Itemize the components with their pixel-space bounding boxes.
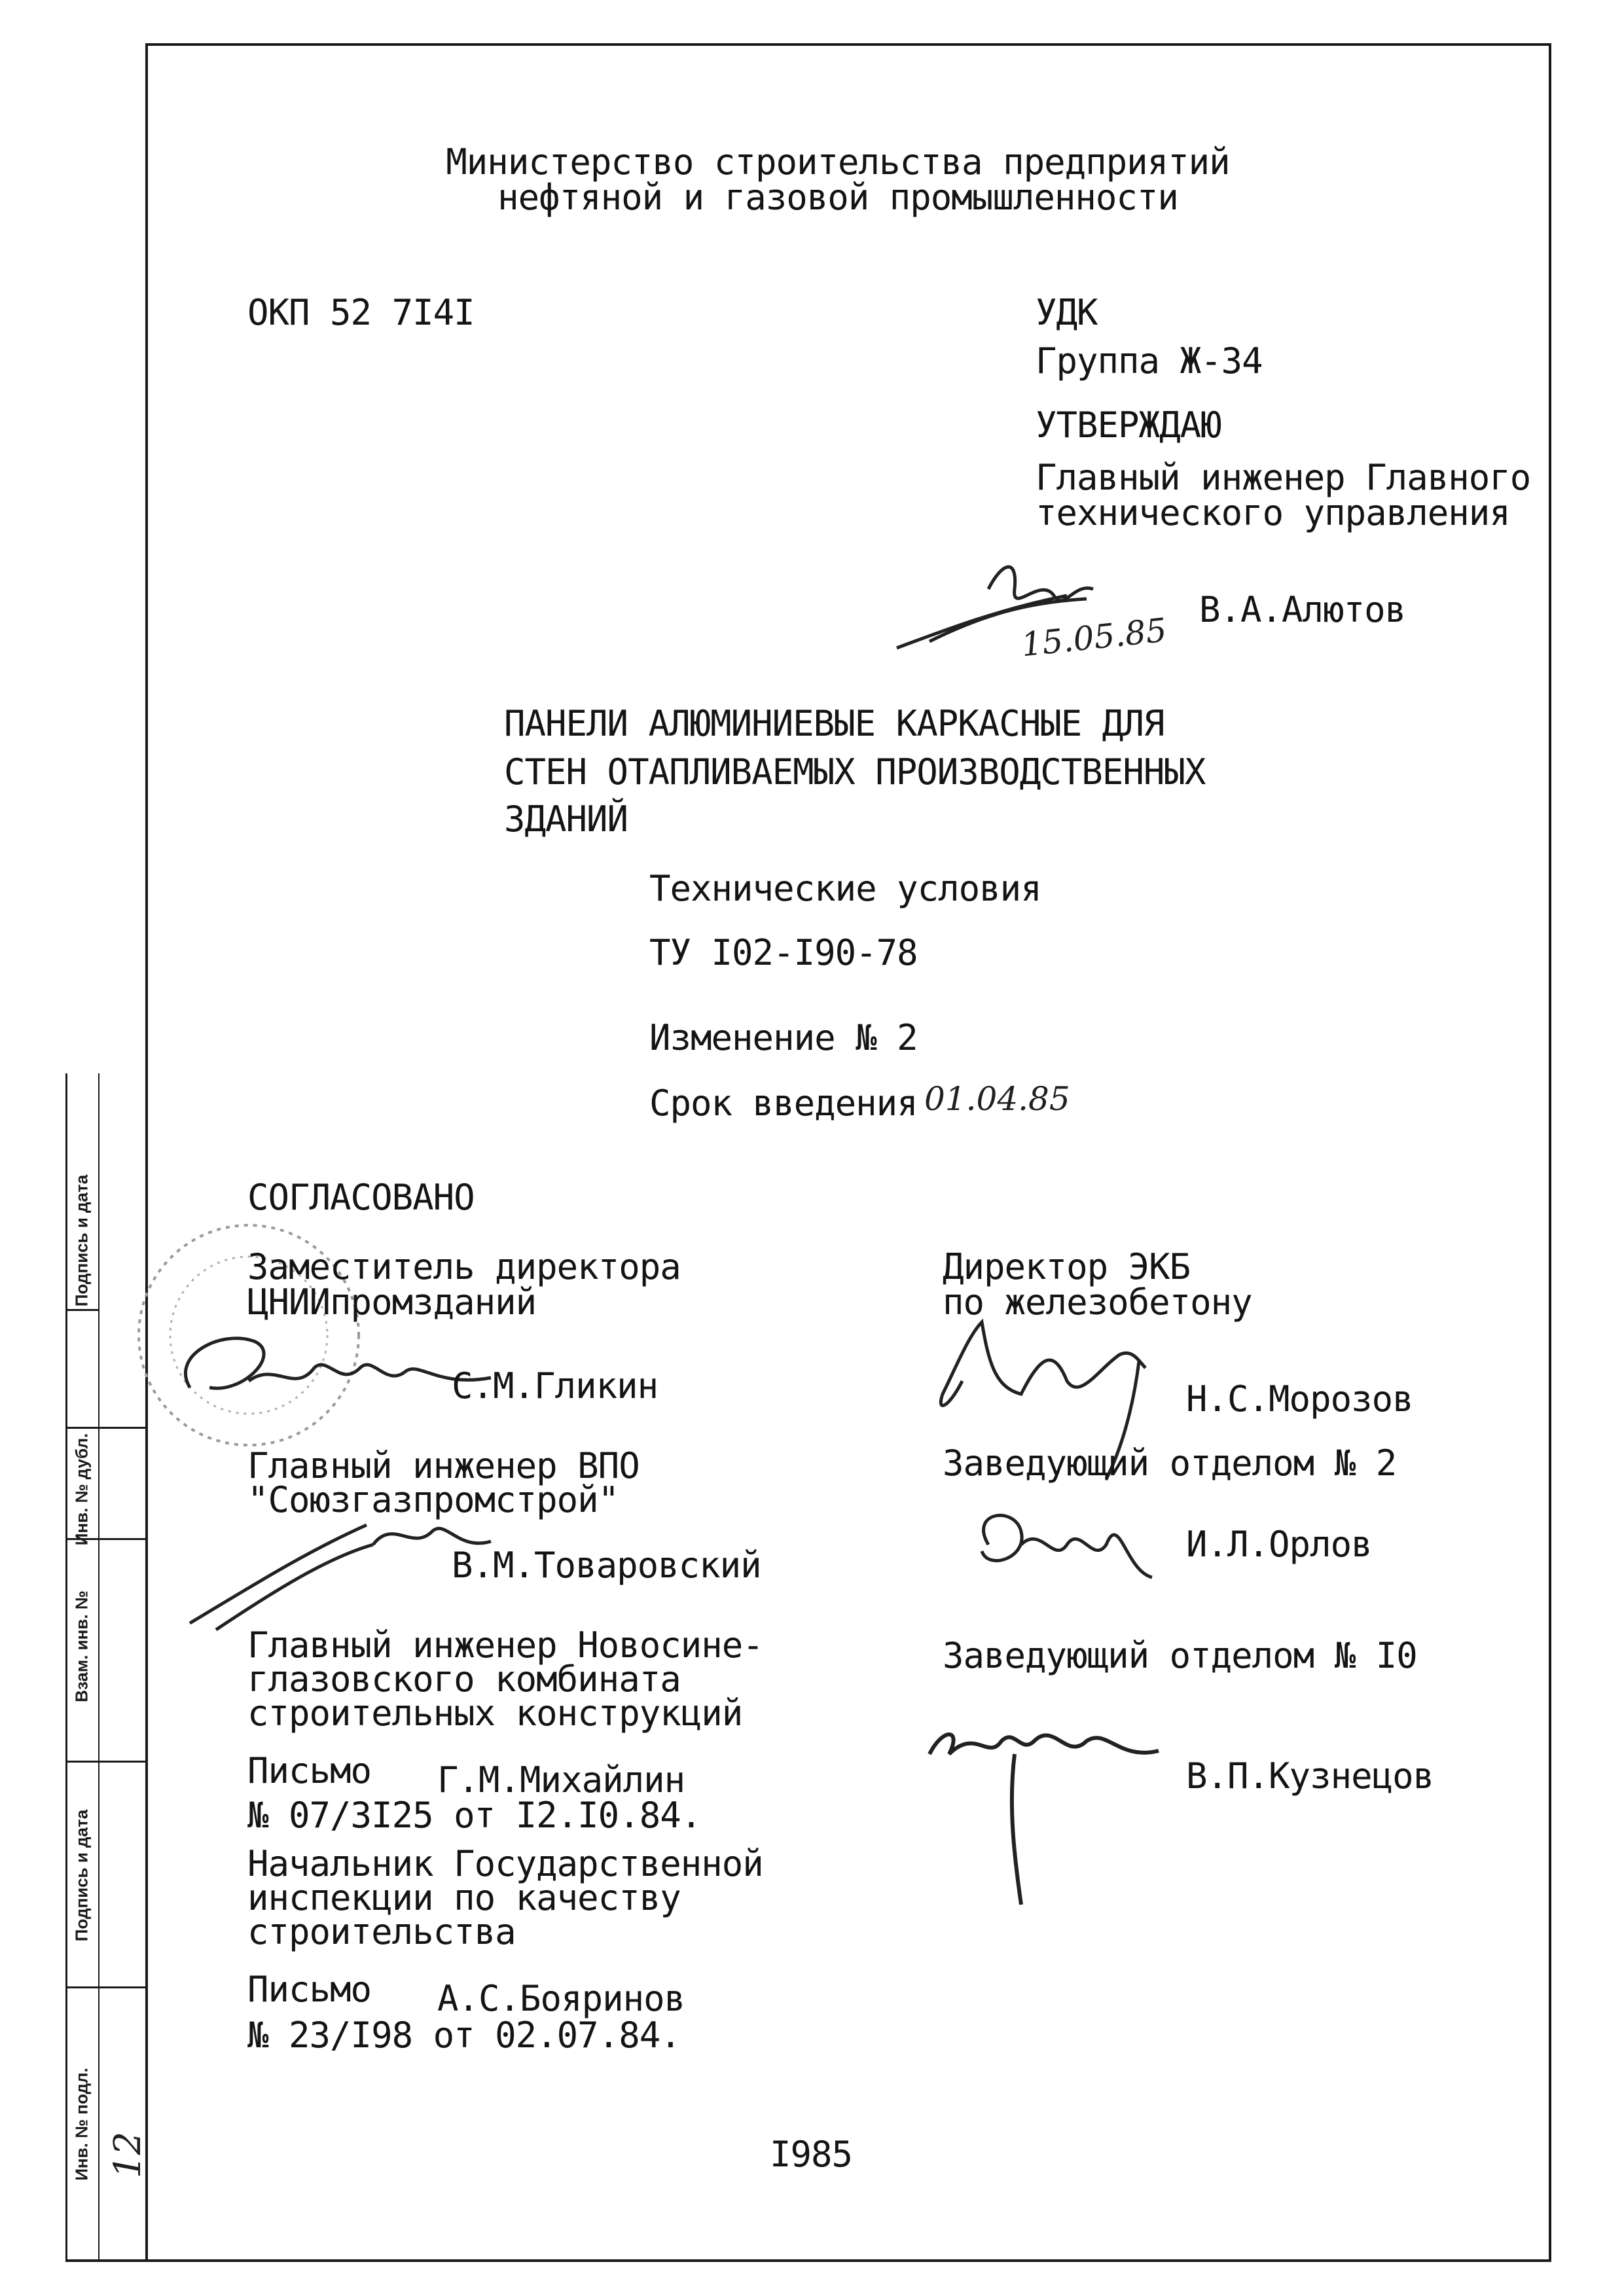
right-1-position-1: Директор ЭКБ	[943, 1246, 1191, 1287]
frame-top-line	[145, 43, 1551, 46]
approve-word: УТВЕРЖДАЮ	[1036, 404, 1221, 446]
frame-right-line	[1549, 43, 1551, 2262]
kuznetsov-signature	[923, 1715, 1165, 1911]
left-3-position-3: строительных конструкций	[247, 1693, 743, 1734]
side-label-sign-date-2: Подпись и дата	[71, 1174, 92, 1307]
side-label-sign-date-1: Подпись и дата	[71, 1809, 92, 1942]
left-2-position-1: Главный инженер ВПО	[247, 1445, 640, 1486]
document-year: I985	[770, 2134, 853, 2175]
approver-position-1: Главный инженер Главного	[1036, 457, 1531, 498]
left-4-name: А.С.Бояринов	[437, 1978, 685, 2019]
title-line-1: ПАНЕЛИ АЛЮМИНИЕВЫЕ КАРКАСНЫЕ ДЛЯ	[504, 703, 1164, 744]
frame-bottom-line	[65, 2259, 1551, 2262]
left-3-name: Г.М.Михайлин	[437, 1759, 685, 1801]
left-1-name: С.М.Гликин	[452, 1365, 659, 1407]
ministry-line-1: Министерство строительства предприятий	[446, 141, 1230, 183]
left-1-position-2: ЦНИИпромзданий	[247, 1282, 537, 1323]
left-4-position-1: Начальник Государственной	[247, 1843, 763, 1884]
document-subtitle: Технические условия	[649, 868, 1041, 909]
approval-handwritten-date: 15.05.85	[1019, 611, 1169, 664]
tu-number: ТУ I02-I90-78	[649, 932, 918, 973]
right-2-name: И.Л.Орлов	[1186, 1524, 1372, 1565]
side-label-inv-dubl: Инв. № дубл.	[71, 1433, 92, 1546]
left-3-position-2: глазовского комбината	[247, 1659, 681, 1700]
left-4-letter-label: Письмо	[247, 1969, 372, 2010]
left-3-position-1: Главный инженер Новосине-	[247, 1624, 763, 1666]
right-1-position-2: по железобетону	[943, 1282, 1252, 1323]
approver-name: В.А.Алютов	[1199, 589, 1406, 630]
effective-date-label: Срок введения	[649, 1083, 918, 1124]
approver-position-2: технического управления	[1036, 492, 1510, 533]
amendment-number: Изменение № 2	[649, 1017, 918, 1058]
left-4-position-3: строительства	[247, 1911, 516, 1952]
side-label-vzam-inv: Взам. инв. №	[71, 1590, 92, 1702]
left-1-position-1: Заместитель директора	[247, 1246, 681, 1287]
left-2-position-2: "Союзгазпромстрой"	[247, 1479, 619, 1520]
right-2-position: Заведующий отделом № 2	[943, 1443, 1397, 1484]
left-4-letter-ref: № 23/I98 от 02.07.84.	[247, 2015, 681, 2056]
side-label-inv-podl: Инв. № подл.	[71, 2068, 92, 2181]
right-3-name: В.П.Кузнецов	[1186, 1755, 1434, 1797]
udk-label: УДК	[1036, 292, 1098, 333]
side-handwritten-number: 12	[107, 2131, 150, 2179]
title-line-2: СТЕН ОТАПЛИВАЕМЫХ ПРОИЗВОДСТВЕННЫХ	[504, 751, 1206, 793]
agreed-heading: СОГЛАСОВАНО	[247, 1177, 475, 1218]
left-4-position-2: инспекции по качеству	[247, 1877, 681, 1918]
left-3-letter-label: Письмо	[247, 1750, 372, 1791]
ministry-line-2: нефтяной и газовой промышленности	[497, 177, 1178, 218]
okp-code: ОКП 52 7I4I	[247, 292, 475, 333]
effective-date-handwritten: 01.04.85	[924, 1080, 1070, 1118]
left-3-letter-ref: № 07/3I25 от I2.I0.84.	[247, 1795, 702, 1836]
group-label: Группа Ж-34	[1036, 340, 1263, 382]
right-1-name: Н.С.Морозов	[1186, 1378, 1413, 1420]
right-3-position: Заведующий отделом № I0	[943, 1635, 1417, 1676]
left-2-name: В.М.Товаровский	[452, 1545, 761, 1586]
title-line-3: ЗДАНИЙ	[504, 798, 628, 840]
orlov-signature	[962, 1499, 1159, 1597]
